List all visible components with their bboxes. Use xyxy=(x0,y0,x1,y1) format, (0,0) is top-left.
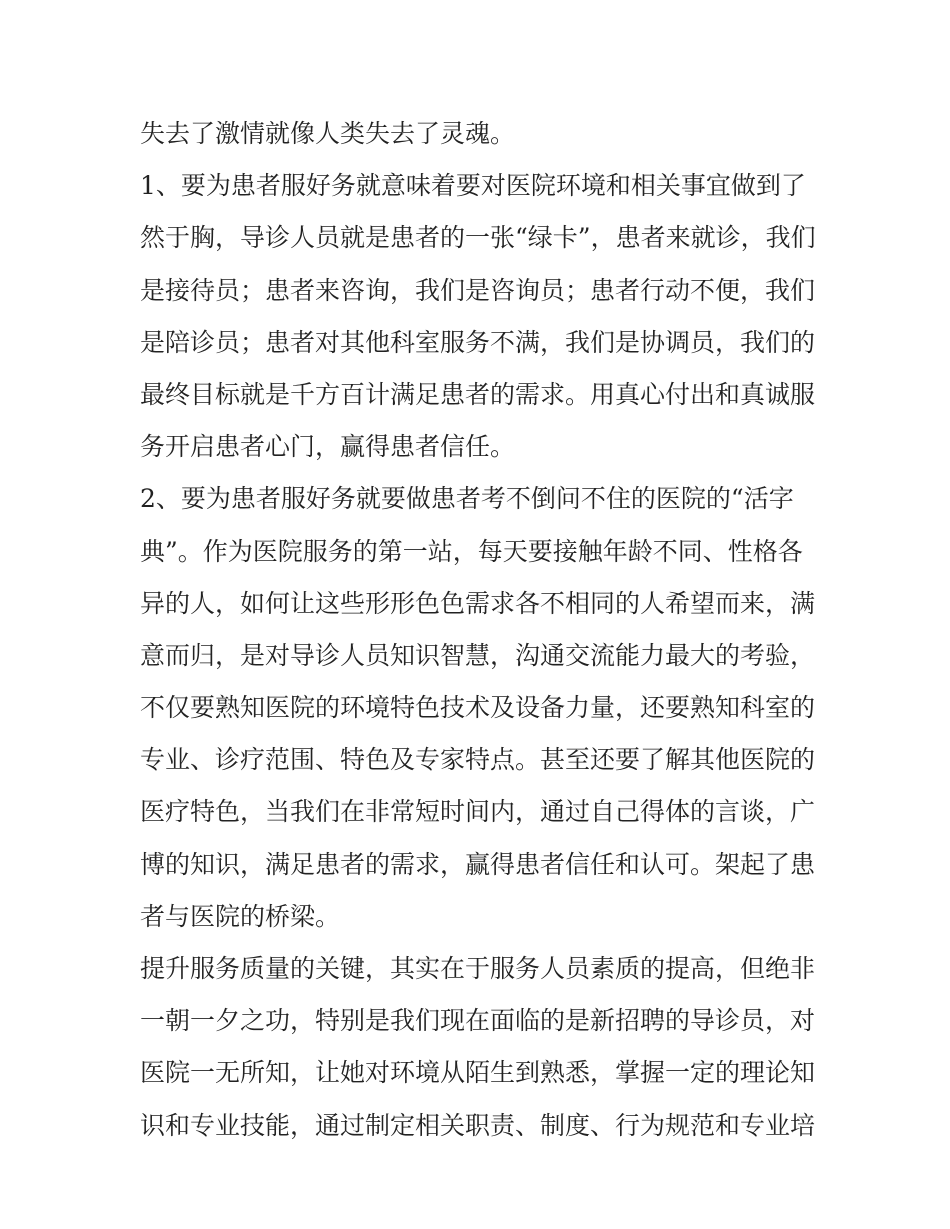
text-line: 专业、诊疗范围、特色及专家特点。甚至还要了解其他医院的 xyxy=(140,745,816,775)
text-line: 不仅要熟知医院的环境特色技术及设备力量，还要熟知科室的 xyxy=(140,693,816,723)
text-line: 然于胸，导诊人员就是患者的一张“绿卡”，患者来就诊，我们 xyxy=(140,223,816,253)
text-line: 识和专业技能，通过制定相关职责、制度、行为规范和专业培 xyxy=(140,1110,816,1140)
text-line: 者与医院的桥梁。 xyxy=(140,901,341,931)
text-line: 异的人，如何让这些形形色色需求各不相同的人希望而来，满 xyxy=(140,588,816,618)
text-line: 务开启患者心门，赢得患者信任。 xyxy=(140,432,516,462)
text-line: 意而归，是对导诊人员知识智慧，沟通交流能力最大的考验， xyxy=(140,640,816,670)
text-line: 博的知识，满足患者的需求，赢得患者信任和认可。架起了患 xyxy=(140,849,816,879)
text-line: 失去了激情就像人类失去了灵魂。 xyxy=(140,119,516,148)
text-line: 一朝一夕之功，特别是我们现在面临的是新招聘的导诊员，对 xyxy=(140,1006,816,1036)
text-line: 典”。作为医院服务的第一站，每天要接触年龄不同、性格各 xyxy=(140,536,803,566)
text-line: 1、要为患者服好务就意味着要对医院环境和相关事宜做到了 xyxy=(140,171,806,201)
text-line: 最终目标就是千方百计满足患者的需求。用真心付出和真诚服 xyxy=(140,379,816,409)
text-line: 提升服务质量的关键，其实在于服务人员素质的提高，但绝非 xyxy=(140,954,816,983)
text-line: 2、要为患者服好务就要做患者考不倒问不住的医院的“活字 xyxy=(140,484,794,514)
text-line: 医疗特色，当我们在非常短时间内，通过自己得体的言谈，广 xyxy=(140,797,816,827)
text-line: 医院一无所知，让她对环境从陌生到熟悉，掌握一定的理论知 xyxy=(140,1058,816,1088)
text-line: 是陪诊员；患者对其他科室服务不满，我们是协调员，我们的 xyxy=(140,327,816,357)
document-body xyxy=(140,108,820,1152)
text-line: 是接待员；患者来咨询，我们是咨询员；患者行动不便，我们 xyxy=(140,275,816,305)
